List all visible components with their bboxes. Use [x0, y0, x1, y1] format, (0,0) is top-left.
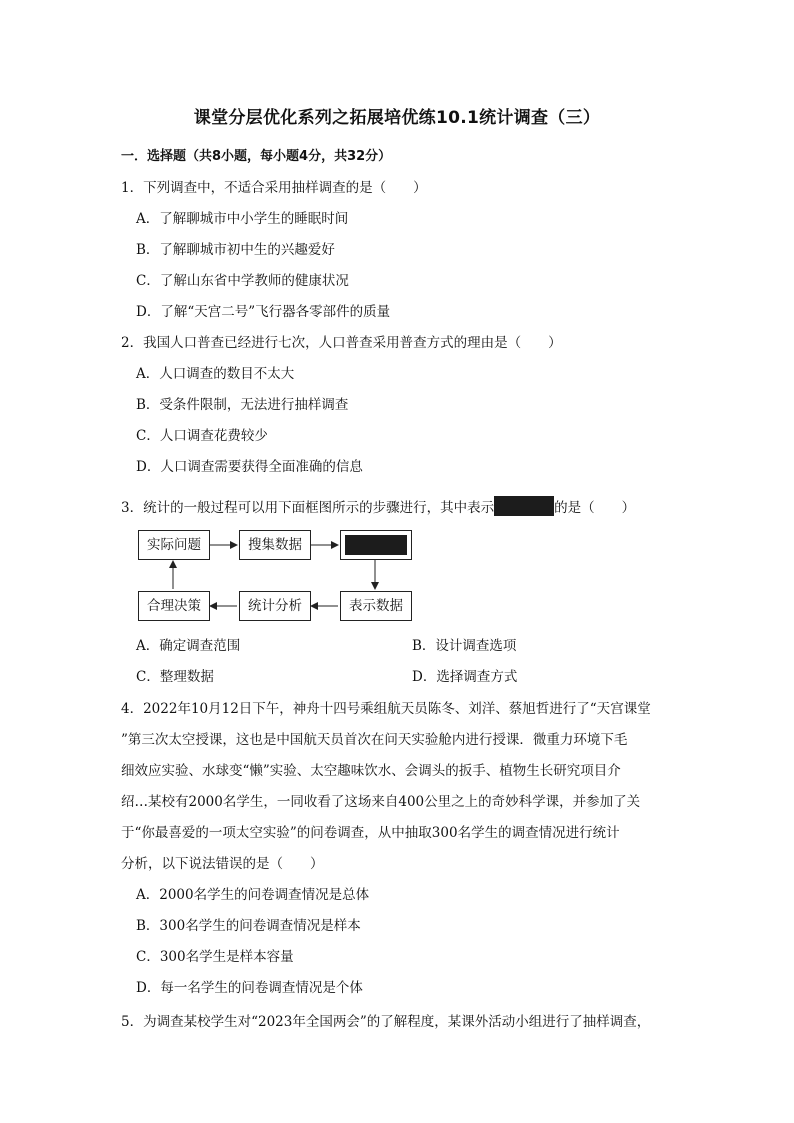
question-1-option-b: B．了解聊城市初中生的兴趣爱好 — [136, 242, 335, 258]
question-4-option-d: D．每一名学生的问卷调查情况是个体 — [136, 980, 363, 996]
question-3-option-d: D．选择调查方式 — [412, 669, 518, 685]
question-4-line-4: 绍…某校有2000名学生，一同收看了这场来自400公里之上的奇妙科学课，并参加了关 — [121, 794, 641, 810]
question-5-stem: 5．为调查某校学生对“2023年全国两会”的了解程度，某课外活动小组进行了抽样调查， — [121, 1014, 651, 1030]
question-1-option-d: D．了解“天宫二号”飞行器各零部件的质量 — [136, 304, 391, 320]
question-4-option-b: B．300名学生的问卷调查情况是样本 — [136, 918, 361, 934]
question-2-option-d: D．人口调查需要获得全面准确的信息 — [136, 459, 363, 475]
flow-box-collect-data: 搜集数据 — [239, 530, 311, 560]
question-4-line-1: 4．2022年10月12日下午，神舟十四号乘组航天员陈冬、刘洋、蔡旭哲进行了“天宫课堂 — [121, 701, 651, 717]
question-4-line-3: 细效应实验、水球变“懒”实验、太空趣味饮水、会调头的扳手、植物生长研究项目介 — [121, 763, 621, 779]
question-3-stem-after: 的是（ ） — [554, 500, 636, 516]
question-3-option-b: B．设计调查选项 — [412, 638, 517, 654]
question-4-option-a: A．2000名学生的问卷调查情况是总体 — [136, 887, 370, 903]
page-title: 课堂分层优化系列之拓展培优练10.1统计调查（三） — [193, 108, 601, 128]
flow-box-practical-problem: 实际问题 — [138, 530, 210, 560]
flow-box-statistical-analysis: 统计分析 — [239, 591, 311, 621]
question-3-option-a: A．确定调查范围 — [136, 638, 241, 654]
question-1-stem: 1．下列调查中，不适合采用抽样调查的是（ ） — [121, 180, 427, 196]
question-3-stem-before: 3．统计的一般过程可以用下面框图所示的步骤进行，其中表示 — [121, 500, 495, 516]
question-1-option-a: A．了解聊城市中小学生的睡眠时间 — [136, 211, 349, 227]
question-2-option-a: A．人口调查的数目不太大 — [136, 366, 295, 382]
question-1-option-c: C．了解山东省中学教师的健康状况 — [136, 273, 349, 289]
flow-box-represent-data: 表示数据 — [340, 591, 412, 621]
question-4-line-5: 于“你最喜爱的一项太空实验”的问卷调查，从中抽取300名学生的调查情况进行统计 — [121, 825, 620, 841]
question-4-line-2: ”第三次太空授课，这也是中国航天员首次在问天实验舱内进行授课．微重力环境下毛 — [121, 732, 628, 748]
question-2-stem: 2．我国人口普查已经进行七次，人口普查采用普查方式的理由是（ ） — [121, 335, 562, 351]
question-2-option-c: C．人口调查花费较少 — [136, 428, 268, 444]
question-4-line-6: 分析，以下说法错误的是（ ） — [121, 856, 324, 872]
section-heading: 一．选择题（共8小题，每小题4分，共32分） — [121, 149, 392, 164]
question-4-option-c: C．300名学生是样本容量 — [136, 949, 294, 965]
question-3-option-c: C．整理数据 — [136, 669, 214, 685]
question-2-option-b: B．受条件限制，无法进行抽样调查 — [136, 397, 349, 413]
flow-box-reasonable-decision: 合理决策 — [138, 591, 210, 621]
